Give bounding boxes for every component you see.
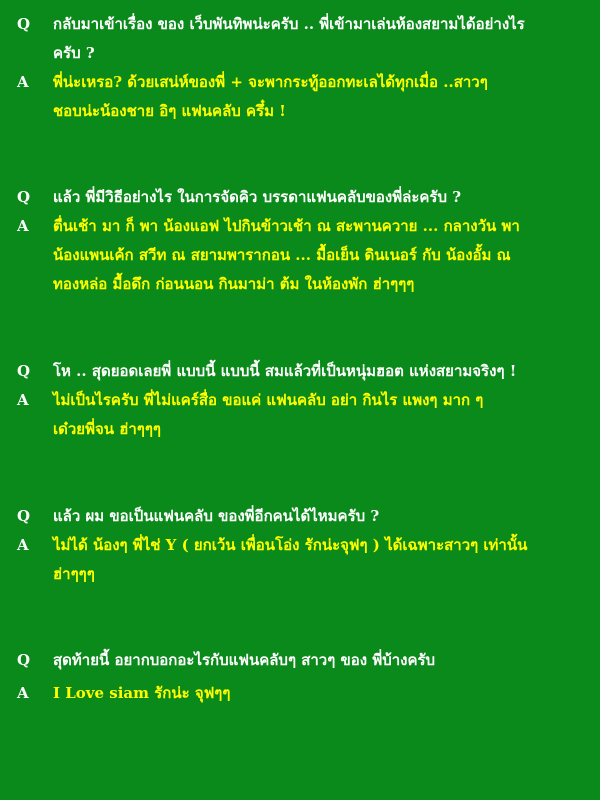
answer-marker: A	[17, 684, 29, 702]
answer-marker: A	[17, 217, 29, 235]
answer-line: ชอบน่ะน้องชาย อิๆ แฟนคลับ ครึ๋ม !	[53, 102, 286, 120]
answer-line: ทองหล่อ มื้อดึก ก่อนนอน กินมาม่า ต้ม ในห้องพัก ฮ่าๆๆๆ	[53, 275, 415, 293]
question-row	[0, 502, 600, 531]
question-marker: Q	[17, 651, 31, 669]
question-line: ครับ ?	[53, 44, 95, 62]
answer-line: ตื่นเช้า มา ก็ พา น้องแอฟ ไปกินข้าวเช้า ณ สะพานควาย ... กลางวัน พา	[53, 217, 520, 235]
answer-row	[0, 679, 600, 708]
question-marker: Q	[17, 188, 31, 206]
answer-row	[0, 531, 600, 589]
answer-row	[0, 212, 600, 299]
answer-line: ไม่เป็นไรครับ พี่ไม่แคร์สื่อ ขอแค่ แฟนคลับ อย่า กินไร แพงๆ มาก ๆ	[53, 391, 484, 409]
qa-block-4	[0, 502, 600, 589]
qa-block-5	[0, 646, 600, 708]
answer-marker: A	[17, 391, 29, 409]
question-marker: Q	[17, 362, 31, 380]
qa-block-2	[0, 183, 600, 299]
question-text	[53, 10, 588, 68]
answer-text	[53, 679, 588, 708]
question-text	[53, 646, 588, 675]
answer-text	[53, 386, 588, 444]
answer-row	[0, 386, 600, 444]
question-text	[53, 183, 588, 212]
answer-marker: A	[17, 73, 29, 91]
question-line: กลับมาเข้าเรื่อง ของ เว็บพันทิพน่ะครับ .. พี่เข้ามาเล่นห้องสยามได้อย่างไร	[53, 15, 525, 33]
question-text	[53, 502, 588, 531]
question-row	[0, 357, 600, 386]
question-row	[0, 646, 600, 675]
answer-line: ไม่ได้ น้องๆ พี่ไช่ Y ( ยกเว้น เพื่อนโอ่ง รักน่ะจุฟๆ ) ได้เฉพาะสาวๆ เท่านั้น	[53, 536, 528, 554]
answer-text	[53, 531, 588, 589]
answer-line: เด๋วยพี่จน ฮ่าๆๆๆ	[53, 420, 161, 438]
question-line: แล้ว พี่มีวิธีอย่างไร ในการจัดคิว บรรดาแฟนคลับของพี่ล่ะครับ ?	[53, 188, 462, 206]
answer-text	[53, 212, 588, 299]
answer-line: I Love siam รักน่ะ จุฟๆๆ	[53, 684, 231, 702]
answer-line: น้องแพนเค้ก สวีท ณ สยามพารากอน ... มื้อเย็น ดินเนอร์ กับ น้องอั้ม ณ	[53, 246, 511, 264]
qa-block-1	[0, 10, 600, 126]
question-marker: Q	[17, 15, 31, 33]
answer-line: พี่น่ะเหรอ? ด้วยเสน่ห์ของพี่ + จะพากระทู้ออกทะเลได้ทุกเมื่อ ..สาวๆ	[53, 73, 488, 91]
question-text	[53, 357, 588, 386]
question-row	[0, 183, 600, 212]
answer-row	[0, 68, 600, 126]
answer-marker: A	[17, 536, 29, 554]
question-line: สุดท้ายนี้ อยากบอกอะไรกับแฟนคลับๆ สาวๆ ของ พี่บ้างครับ	[53, 651, 436, 669]
qa-block-3	[0, 357, 600, 444]
question-line: แล้ว ผม ขอเป็นแฟนคลับ ของพี่อีกคนได้ไหมครับ ?	[53, 507, 380, 525]
answer-text	[53, 68, 588, 126]
question-line: โห .. สุดยอดเลยพี่ แบบนี้ แบบนี้ สมแล้วที่เป็นหนุ่มฮอต แห่งสยามจริงๆ !	[53, 362, 517, 380]
question-marker: Q	[17, 507, 31, 525]
question-row	[0, 10, 600, 68]
answer-line: ฮ่าๆๆๆ	[53, 565, 95, 583]
